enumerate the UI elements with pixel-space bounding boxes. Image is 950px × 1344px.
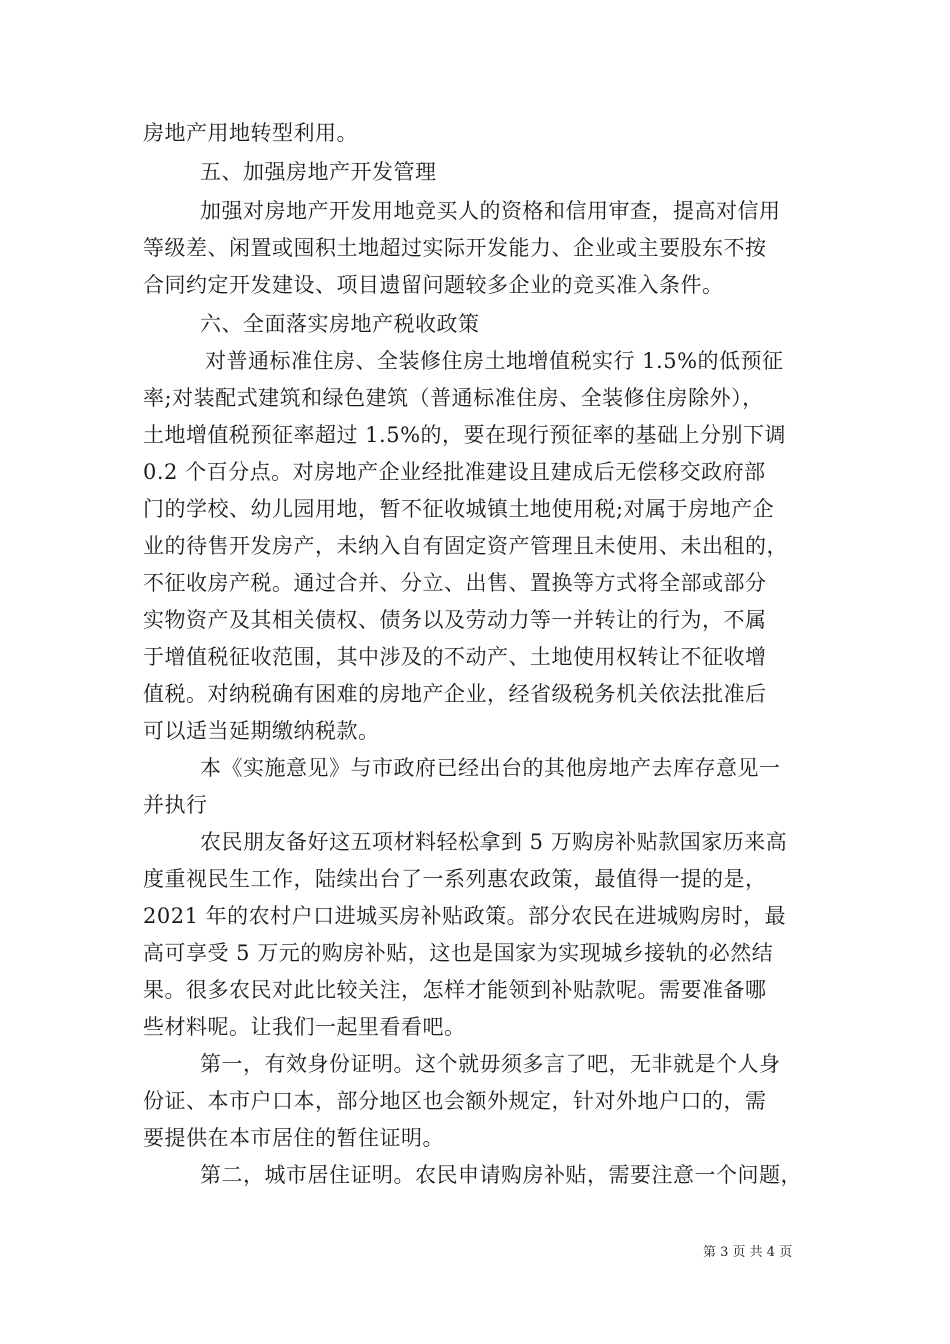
text-line: 值税。对纳税确有困难的房地产企业，经省级税务机关依法批准后 [143,682,767,706]
text-line: 要提供在本市居住的暂住证明。 [143,1126,444,1150]
section-heading: 五、加强房地产开发管理 [200,160,437,184]
section-heading: 六、全面落实房地产税收政策 [200,312,480,336]
text-line: 0.2 个百分点。对房地产企业经批准建设且建成后无偿移交政府部 [143,460,766,484]
page-indicator: 第 3 页 共 4 页 [703,1245,793,1260]
text-line: 土地增值税预征率超过 1.5%的，要在现行预征率的基础上分别下调 [143,423,787,447]
text-line: 本《实施意见》与市政府已经出台的其他房地产去库存意见一 [200,756,781,780]
text-line: 农民朋友备好这五项材料轻松拿到 5 万购房补贴款国家历来高 [200,830,788,854]
text-line: 率;对装配式建筑和绿色建筑（普通标准住房、全装修住房除外）， [143,386,764,410]
text-line: 可以适当延期缴纳税款。 [143,719,380,743]
text-line: 实物资产及其相关债权、债务以及劳动力等一并转让的行为，不属 [143,608,767,632]
text-line: 业的待售开发房产，未纳入自有固定资产管理且未使用、未出租的， [143,534,788,558]
text-line: 些材料呢。让我们一起里看看吧。 [143,1015,466,1039]
text-line: 份证、本市户口本，部分地区也会额外规定，针对外地户口的，需 [143,1089,767,1113]
text-line: 门的学校、幼儿园用地，暂不征收城镇土地使用税;对属于房地产企 [143,497,775,521]
text-line: 2021 年的农村户口进城买房补贴政策。部分农民在进城购房时，最 [143,904,787,928]
text-line: 合同约定开发建设、项目遗留问题较多企业的竞买准入条件。 [143,273,724,297]
text-line: 于增值税征收范围，其中涉及的不动产、土地使用权转让不征收增 [143,645,767,669]
text-line: 第一，有效身份证明。这个就毋须多言了吧，无非就是个人身 [200,1052,781,1076]
text-line: 房地产用地转型利用。 [143,121,358,145]
text-line: 对普通标准住房、全装修住房土地增值税实行 1.5%的低预征 [205,349,784,373]
text-line: 度重视民生工作，陆续出台了一系列惠农政策，最值得一提的是， [143,867,767,891]
text-line: 不征收房产税。通过合并、分立、出售、置换等方式将全部或部分 [143,571,767,595]
text-line: 等级差、闲置或囤积土地超过实际开发能力、企业或主要股东不按 [143,236,767,260]
text-line: 第二，城市居住证明。农民申请购房补贴，需要注意一个问题， [200,1163,802,1187]
text-line: 加强对房地产开发用地竞买人的资格和信用审查，提高对信用 [200,199,781,223]
text-line: 果。很多农民对此比较关注，怎样才能领到补贴款呢。需要准备哪 [143,978,767,1002]
text-line: 并执行 [143,793,208,817]
text-line: 高可享受 5 万元的购房补贴，这也是国家为实现城乡接轨的必然结 [143,941,774,965]
